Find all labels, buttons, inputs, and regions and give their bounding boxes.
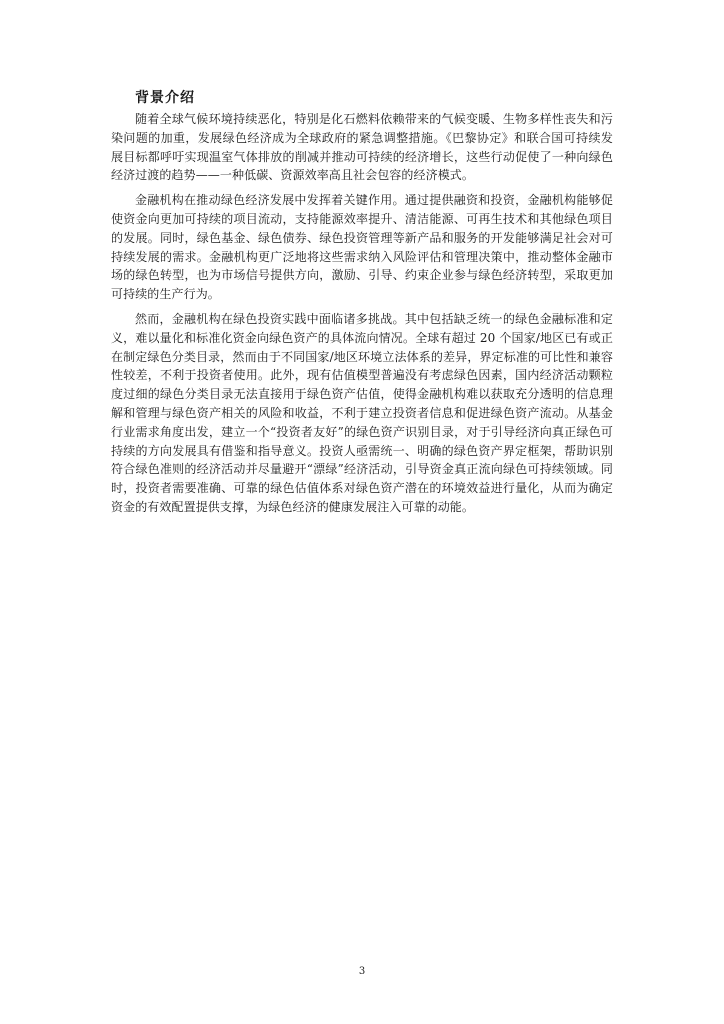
paragraph-3: 然而，金融机构在绿色投资实践中面临诸多挑战。其中包括缺乏统一的绿色金融标准和定义，难以量化和标准化资金向绿色资产的具体流向情况。全球有超过 20 个国家/地区已有或正在制定绿色分类目录，然而由于不同国家/地区环境立法体系的差异，界定标准的可比性和兼容性较差，不利于投资者使用。此外，现有估值模型普遍没有考虑绿色因素，国内经济活动颗粒度过细的绿色分类目录无法直接用于绿色资产估值，使得金融机构难以获取充分透明的信息理解和管理与绿色资产相关的风险和收益，不利于建立投资者信息和促进绿色资产流动。从基金行业需求角度出发，建立一个“投资者友好”的绿色资产识别目录，对于引导经济向真正绿色可持续的方向发展具有借鉴和指导意义。投资人亟需统一、明确的绿色资产界定框架，帮助识别符合绿色准则的经济活动并尽量避开“漂绿”经济活动，引导资金真正流向绿色可持续领域。同时，投资者需要准确、可靠的绿色估值体系对绿色资产潜在的环境效益进行量化，从而为确定资金的有效配置提供支撑，为绿色经济的健康发展注入可靠的动能。 <box>111 311 613 514</box>
paragraph-2: 金融机构在推动绿色经济发展中发挥着关键作用。通过提供融资和投资，金融机构能够促使资金向更加可持续的项目流动，支持能源效率提升、清洁能源、可再生技术和其他绿色项目的发展。同时，绿色基金、绿色债券、绿色投资管理等新产品和服务的开发能够满足社会对可持续发展的需求。金融机构更广泛地将这些需求纳入风险评估和管理决策中，推动整体金融市场的绿色转型，也为市场信号提供方向，激励、引导、约束企业参与绿色经济转型，采取更加可持续的生产行为。 <box>111 193 613 302</box>
page-number: 3 <box>358 966 366 977</box>
section-title: 背景介绍 <box>135 90 195 106</box>
body-text <box>111 110 613 523</box>
paragraph-1: 随着全球气候环境持续恶化，特别是化石燃料依赖带来的气候变暖、生物多样性丧失和污染问题的加重，发展绿色经济成为全球政府的紧急调整措施。《巴黎协定》和联合国可持续发展目标都呼吁实现温室气体排放的削减并推动可持续的经济增长，这些行动促使了一种向绿色经济过渡的趋势——一种低碳、资源效率高且社会包容的经济模式。 <box>111 112 613 183</box>
